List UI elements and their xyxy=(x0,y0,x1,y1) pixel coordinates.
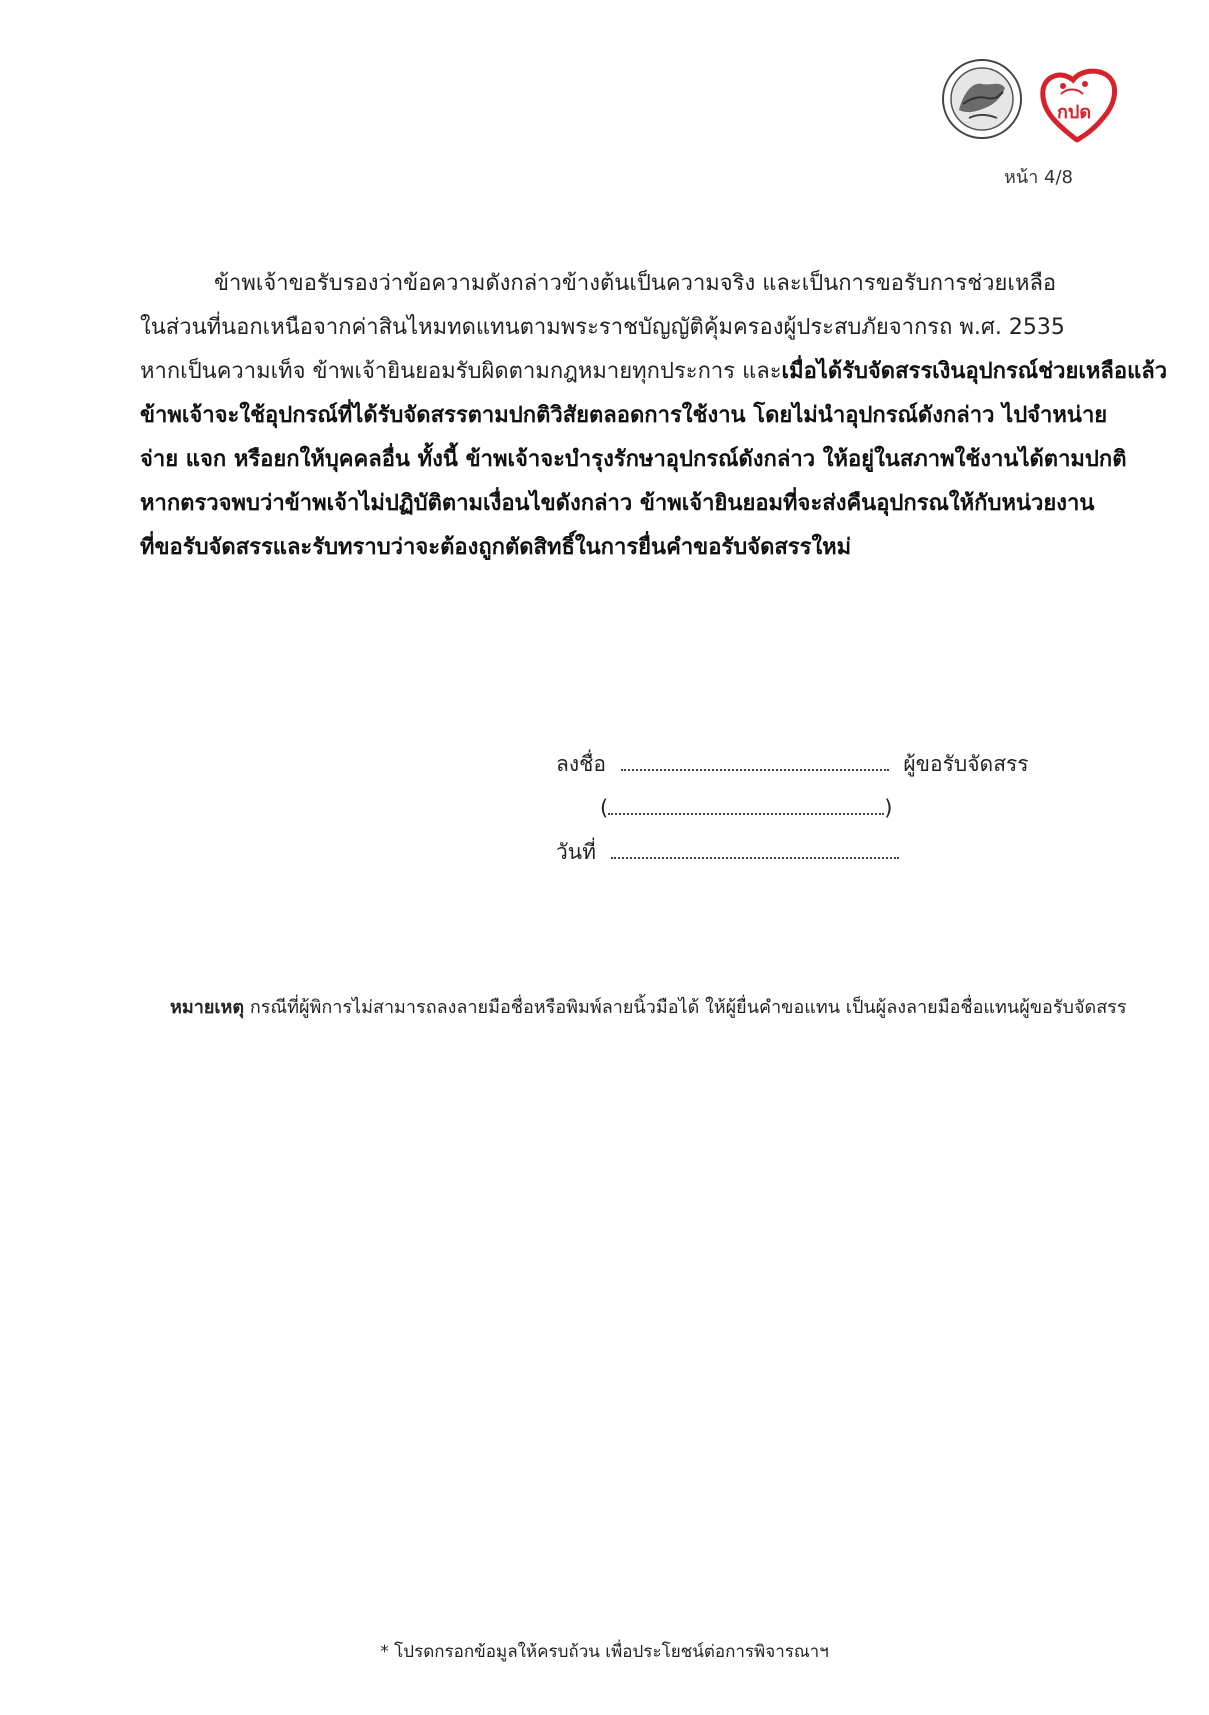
declaration-bold-text: ข้าพเจ้าจะใช้อุปกรณ์ที่ได้รับจัดสรรตามปกติวิสัยตลอดการใช้งาน โดยไม่นำอุปกรณ์ดังกล่าว ไปจำหน่าย xyxy=(140,403,1108,428)
logo-text: กปด xyxy=(1057,102,1092,123)
paren-close: ) xyxy=(884,796,893,820)
sign-label: ลงชื่อ xyxy=(556,752,606,776)
date-field[interactable] xyxy=(611,841,899,859)
declaration-bold-text: ที่ขอรับจัดสรรและรับทราบว่าจะต้องถูกตัดสิทธิ์ในการยื่นคำขอรับจัดสรรใหม่ xyxy=(140,535,852,560)
declaration-paragraph xyxy=(140,262,1168,570)
printed-name-field[interactable] xyxy=(608,797,884,815)
note xyxy=(170,992,1127,1021)
declaration-bold-text: จ่าย แจก หรือยกให้บุคคลอื่น ทั้งนี้ ข้าพเจ้าจะบำรุงรักษาอุปกรณ์ดังกล่าว ให้อยู่ในสภาพใช้งานได้ตามปกติ xyxy=(140,447,1127,472)
declaration-bold-text: เมื่อได้รับจัดสรรเงินอุปกรณ์ช่วยเหลือแล้ว xyxy=(781,359,1168,384)
declaration-line xyxy=(140,438,1127,482)
signature-field[interactable] xyxy=(621,753,889,771)
signature-row xyxy=(556,742,1076,786)
paren-open: ( xyxy=(600,796,609,820)
declaration-bold-text: หากตรวจพบว่าข้าพเจ้าไม่ปฏิบัติตามเงื่อนไขดังกล่าว ข้าพเจ้ายินยอมที่จะส่งคืนอุปกรณให้กับหน่วยงาน xyxy=(140,491,1095,516)
note-text: กรณีที่ผู้พิการไม่สามารถลงลายมือชื่อหรือพิมพ์ลายนิ้วมือได้ ให้ผู้ยื่นคำขอแทน เป็นผู้ลงลายมือชื่อแทนผู้ขอรับจัดสรร xyxy=(249,997,1127,1018)
declaration-line: ในส่วนที่นอกเหนือจากค่าสินไหมทดแทนตามพระราชบัญญัติคุ้มครองผู้ประสบภัยจากรถ พ.ศ. 2535 xyxy=(140,315,1065,340)
sign-role: ผู้ขอรับจัดสรร xyxy=(903,752,1029,776)
government-seal-icon xyxy=(941,58,1023,140)
footer-note: * โปรดกรอกข้อมูลให้ครบถ้วน เพื่อประโยชน์ต่อการพิจารณาฯ xyxy=(380,1642,829,1662)
declaration-line xyxy=(140,350,1168,394)
declaration-text: หากเป็นความเท็จ ข้าพเจ้ายินยอมรับผิดตามกฎหมายทุกประการ และ xyxy=(140,359,782,384)
printed-name-row xyxy=(556,786,1076,830)
note-label: หมายเหตุ xyxy=(170,997,245,1018)
declaration-line xyxy=(140,482,1120,526)
signature-block xyxy=(556,742,1076,874)
declaration-line: ข้าพเจ้าขอรับรองว่าข้อความดังกล่าวข้างต้นเป็นความจริง และเป็นการขอรับการช่วยเหลือ xyxy=(214,271,1057,296)
date-row xyxy=(556,830,1076,874)
header-logos xyxy=(941,58,1121,148)
declaration-line xyxy=(140,526,1120,570)
page-number: หน้า 4/8 xyxy=(1004,167,1073,188)
declaration-line xyxy=(140,394,1120,438)
date-label: วันที่ xyxy=(556,840,596,864)
heart-logo-icon xyxy=(1033,64,1121,146)
